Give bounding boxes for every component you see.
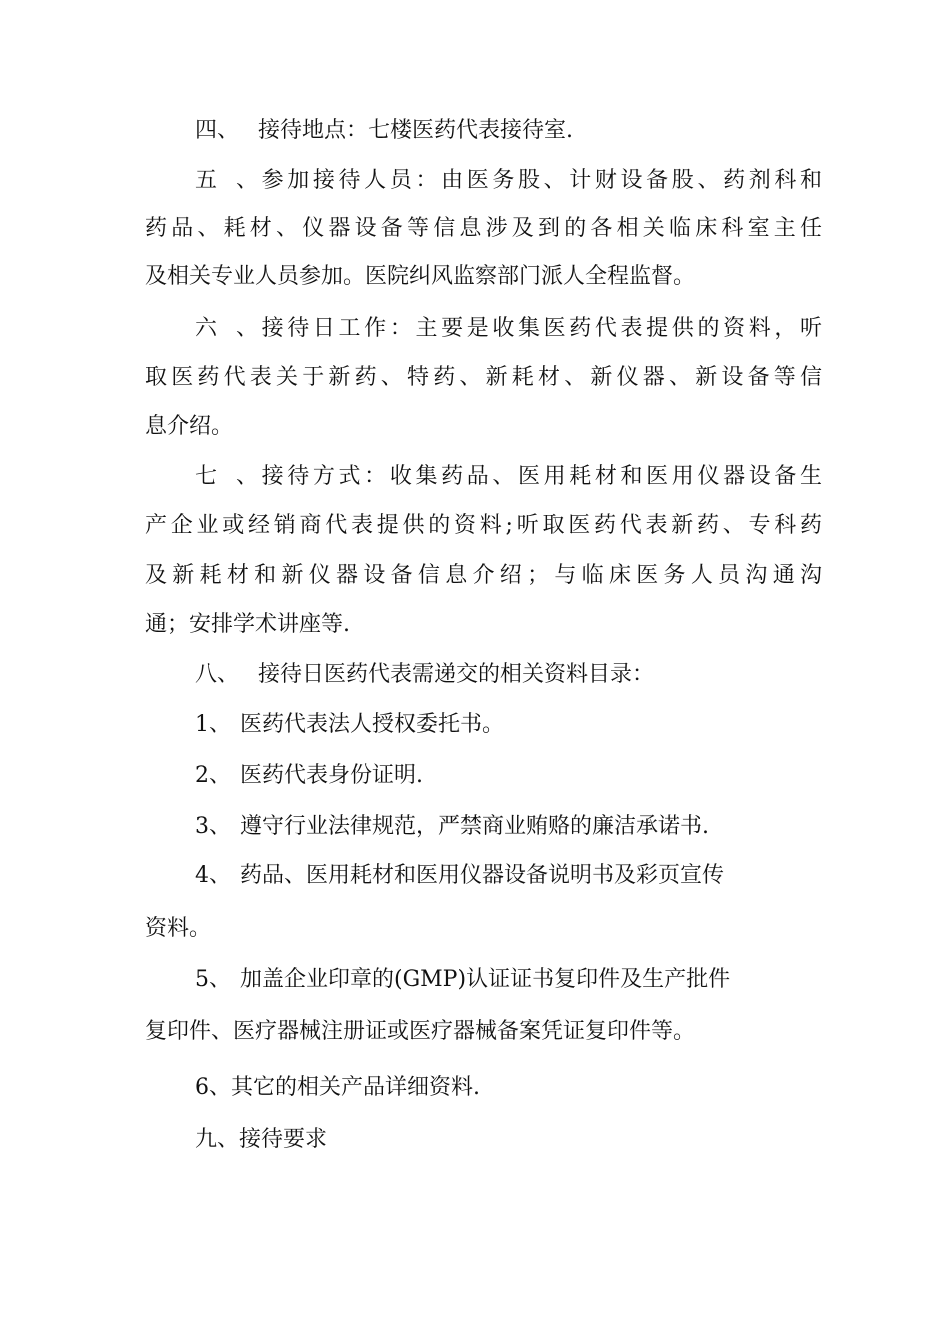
list-item-1-text: 医药代表法人授权委托书。 — [240, 712, 505, 737]
list-item-4-line-1-text: 药品、医用耗材和医用仪器设备说明书及彩页宣传 — [240, 863, 725, 888]
section-7-line-3: 及新耗材和新仪器设备信息介绍；与临床医务人员沟通沟 — [145, 563, 822, 588]
section-9-heading: 九、接待要求 — [195, 1127, 328, 1152]
section-5-line-1-text: 参加接待人员：由医务股、计财设备股、药剂科和 — [258, 168, 822, 193]
list-item-2-text: 医药代表身份证明. — [240, 763, 423, 788]
list-item-4-number: 4、 — [195, 863, 231, 888]
list-item-3 — [195, 812, 709, 842]
list-item-2-number: 2、 — [195, 763, 231, 788]
list-item-3-text: 遵守行业法律规范，严禁商业贿赂的廉洁承诺书. — [240, 814, 709, 839]
list-item-2 — [195, 761, 423, 791]
list-item-1-number: 1、 — [195, 712, 231, 737]
list-item-4-line-2: 资料。 — [145, 916, 212, 941]
section-7-line-2: 产企业或经销商代表提供的资料;听取医药代表新药、专科药 — [145, 513, 822, 538]
section-4-number: 四、 — [195, 118, 240, 143]
section-8 — [195, 660, 654, 690]
section-7-line-1-text: 接待方式：收集药品、医用耗材和医用仪器设备生 — [258, 464, 822, 489]
section-6-line-1-text: 接待日工作：主要是收集医药代表提供的资料，听 — [258, 316, 822, 341]
section-7-line-1 — [195, 462, 822, 492]
list-item-1 — [195, 710, 504, 740]
section-4 — [195, 116, 573, 146]
section-6-line-1 — [195, 314, 822, 344]
list-item-4-line-1 — [195, 861, 724, 891]
list-item-5-line-2: 复印件、医疗器械注册证或医疗器械备案凭证复印件等。 — [145, 1019, 696, 1044]
list-item-5-line-1 — [195, 965, 730, 995]
section-5-line-1 — [195, 166, 822, 196]
section-8-text: 接待日医药代表需递交的相关资料目录： — [258, 662, 655, 687]
section-7-number: 七、 — [195, 464, 258, 489]
list-item-5-line-1-text: 加盖企业印章的(GMP)认证证书复印件及生产批件 — [240, 967, 731, 992]
section-5-line-2: 药品、耗材、仪器设备等信息涉及到的各相关临床科室主任 — [145, 216, 822, 241]
section-8-number: 八、 — [195, 662, 240, 687]
section-7-line-4: 通；安排学术讲座等. — [145, 612, 350, 637]
section-6-number: 六、 — [195, 316, 258, 341]
section-6-line-2: 取医药代表关于新药、特药、新耗材、新仪器、新设备等信 — [145, 365, 822, 390]
section-4-text: 接待地点：七楼医药代表接待室. — [258, 118, 573, 143]
section-6-line-3: 息介绍。 — [145, 414, 234, 439]
list-item-3-number: 3、 — [195, 814, 231, 839]
section-5-line-3: 及相关专业人员参加。医院纠风监察部门派人全程监督。 — [145, 264, 696, 289]
section-5-number: 五、 — [195, 168, 258, 193]
list-item-6: 6、其它的相关产品详细资料. — [195, 1075, 480, 1100]
list-item-5-number: 5、 — [195, 967, 231, 992]
